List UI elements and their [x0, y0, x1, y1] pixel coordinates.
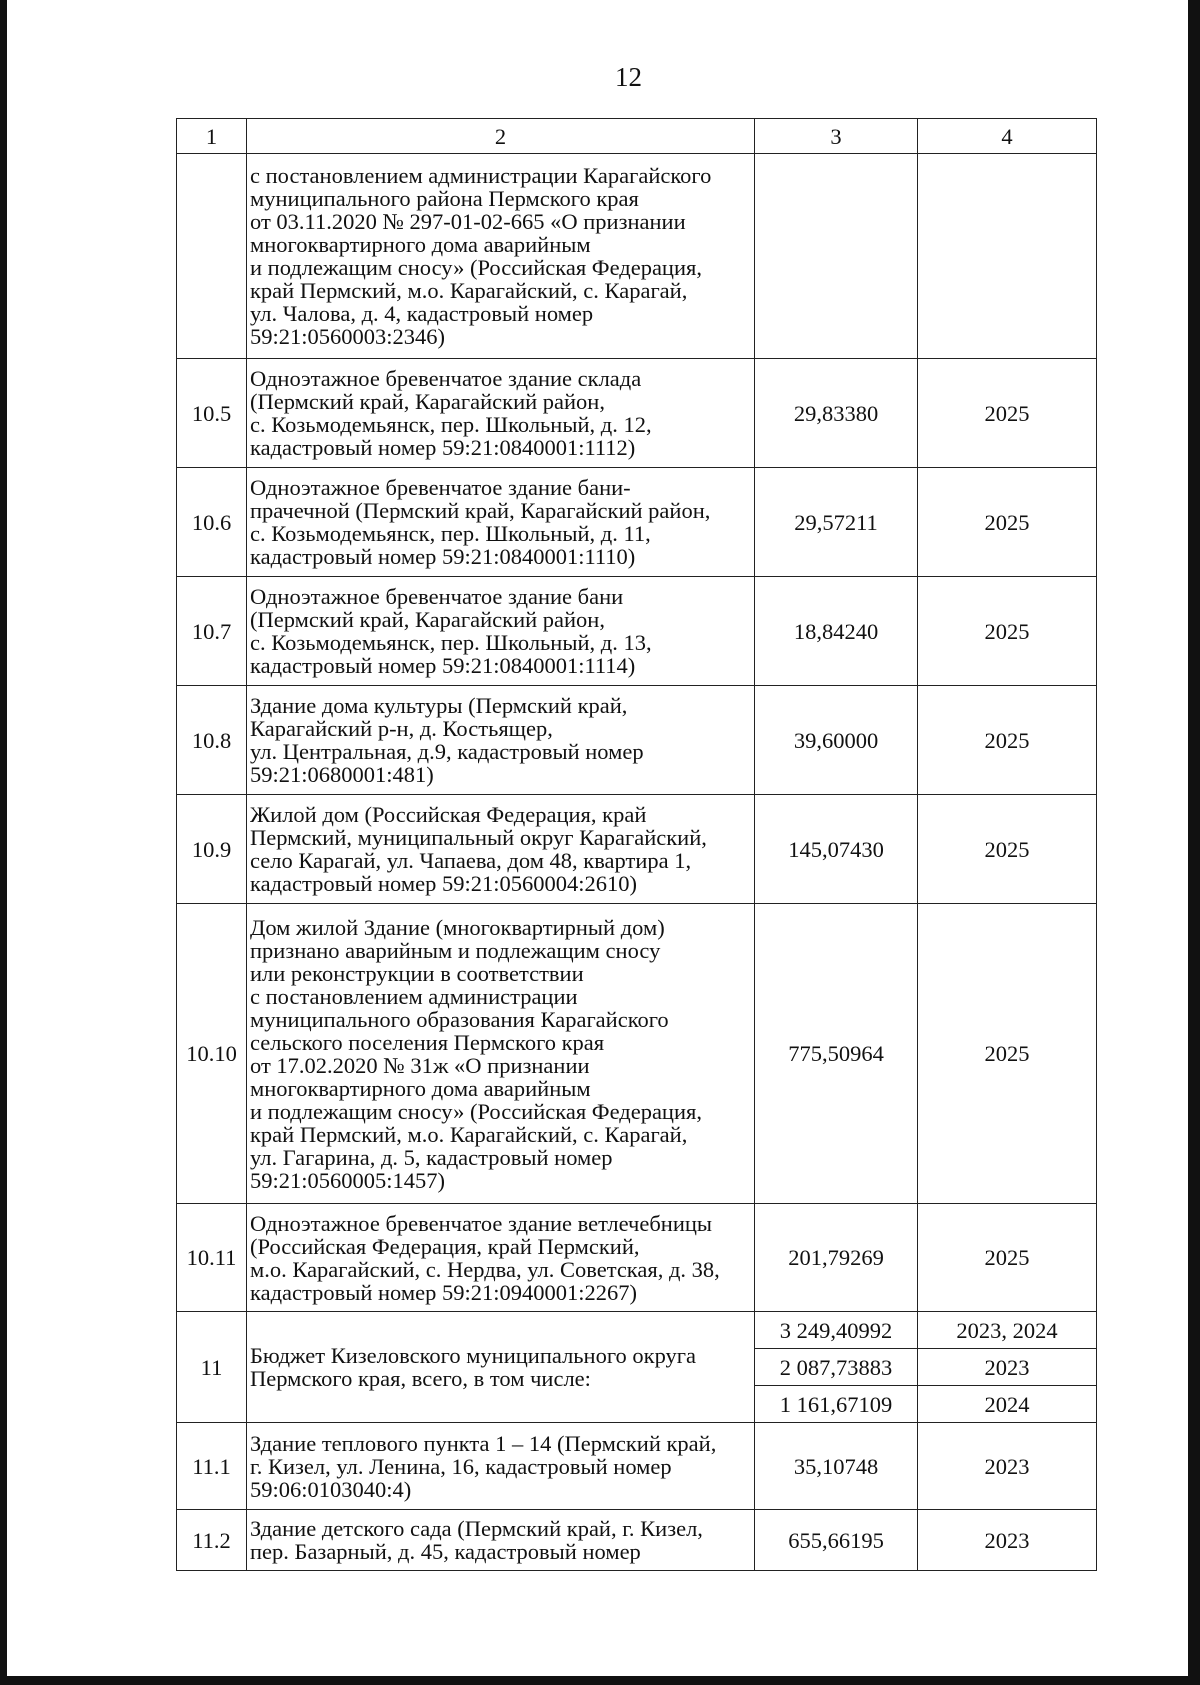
- table-row: [177, 1423, 1097, 1510]
- table-row: [177, 1510, 1097, 1571]
- row-amount: [755, 154, 918, 359]
- row-description: Одноэтажное бревенчатое здание бани (Пермский край, Карагайский район, с. Козьмодемьянск, пер. Школьный, д. 13, кадастровый номер 59:21:0840001:1114): [247, 577, 755, 686]
- row-amount: 775,50964: [755, 904, 918, 1204]
- row-number: 10.5: [177, 359, 247, 468]
- page-number: 12: [615, 62, 642, 92]
- header-col-1: 1: [177, 119, 247, 154]
- row-year: 2025: [918, 359, 1097, 468]
- row-amount: 29,83380: [755, 359, 918, 468]
- row-number: 10.11: [177, 1204, 247, 1312]
- row-description: Здание детского сада (Пермский край, г. Кизел, пер. Базарный, д. 45, кадастровый номер: [247, 1510, 755, 1571]
- row-number: 11.1: [177, 1423, 247, 1510]
- row-description: Здание дома культуры (Пермский край, Карагайский р-н, д. Костьящер, ул. Центральная, д.9, кадастровый номер 59:21:0680001:481): [247, 686, 755, 795]
- row-amount: 145,07430: [755, 795, 918, 904]
- row-amount: 39,60000: [755, 686, 918, 795]
- budget-amount-2024: 1 161,67109: [755, 1386, 918, 1423]
- row-amount: 18,84240: [755, 577, 918, 686]
- table-header-row: [177, 119, 1097, 154]
- table-row: [177, 686, 1097, 795]
- budget-row: [177, 1312, 1097, 1349]
- row-number: 11.2: [177, 1510, 247, 1571]
- row-description: Здание теплового пункта 1 – 14 (Пермский край, г. Кизел, ул. Ленина, 16, кадастровый номер 59:06:0103040:4): [247, 1423, 755, 1510]
- budget-year-2023: 2023: [918, 1349, 1097, 1386]
- row-amount: 35,10748: [755, 1423, 918, 1510]
- table-row: [177, 1204, 1097, 1312]
- row-number: 10.7: [177, 577, 247, 686]
- row-year: 2023: [918, 1510, 1097, 1571]
- header-col-3: 3: [755, 119, 918, 154]
- header-col-4: 4: [918, 119, 1097, 154]
- table-row: [177, 904, 1097, 1204]
- row-year: 2025: [918, 577, 1097, 686]
- scan-edge-right: [1188, 0, 1200, 1685]
- row-year: 2025: [918, 795, 1097, 904]
- scan-edge-bottom: [0, 1676, 1200, 1685]
- row-number: [177, 154, 247, 359]
- row-number: 10.10: [177, 904, 247, 1204]
- scan-edge-left: [0, 0, 7, 1685]
- row-amount: 655,66195: [755, 1510, 918, 1571]
- row-year: 2025: [918, 904, 1097, 1204]
- row-description: Одноэтажное бревенчатое здание склада (Пермский край, Карагайский район, с. Козьмодемьянск, пер. Школьный, д. 12, кадастровый номер 59:21:0840001:1112): [247, 359, 755, 468]
- row-amount: 29,57211: [755, 468, 918, 577]
- table-row: [177, 577, 1097, 686]
- row-description: с постановлением администрации Карагайского муниципального района Пермского края от 03.11.2020 № 297-01-02-665 «О признании многоквартирного дома аварийным и подлежащим сносу» (Российская Федерация, край Пермский, м.о. Карагайский, с. Карагай, ул. Чалова, д. 4, кадастровый номер 59:21:0560003:2346): [247, 154, 755, 359]
- row-year: 2025: [918, 468, 1097, 577]
- row-description: Жилой дом (Российская Федерация, край Пермский, муниципальный округ Карагайский, село Карагай, ул. Чапаева, дом 48, квартира 1, кадастровый номер 59:21:0560004:2610): [247, 795, 755, 904]
- row-year: 2023: [918, 1423, 1097, 1510]
- budget-row-description: Бюджет Кизеловского муниципального округа Пермского края, всего, в том числе:: [247, 1312, 755, 1423]
- table-row: [177, 468, 1097, 577]
- row-description: Одноэтажное бревенчатое здание бани- прачечной (Пермский край, Карагайский район, с. Козьмодемьянск, пер. Школьный, д. 11, кадастровый номер 59:21:0840001:1110): [247, 468, 755, 577]
- table-row: [177, 359, 1097, 468]
- row-amount: 201,79269: [755, 1204, 918, 1312]
- budget-row-number: 11: [177, 1312, 247, 1423]
- row-number: 10.6: [177, 468, 247, 577]
- row-description: Дом жилой Здание (многоквартирный дом) признано аварийным и подлежащим сносу или реконструкции в соответствии с постановлением администрации муниципального образования Карагайского сельского поселения Пермского края от 17.02.2020 № 31ж «О признании многоквартирного дома аварийным и подлежащим сносу» (Российская Федерация, край Пермский, м.о. Карагайский, с. Карагай, ул. Гагарина, д. 5, кадастровый номер 59:21:0560005:1457): [247, 904, 755, 1204]
- row-number: 10.8: [177, 686, 247, 795]
- row-year: [918, 154, 1097, 359]
- budget-year-total: 2023, 2024: [918, 1312, 1097, 1349]
- header-col-2: 2: [247, 119, 755, 154]
- row-year: 2025: [918, 1204, 1097, 1312]
- data-table: [176, 118, 1097, 1571]
- budget-year-2024: 2024: [918, 1386, 1097, 1423]
- budget-amount-2023: 2 087,73883: [755, 1349, 918, 1386]
- budget-amount-total: 3 249,40992: [755, 1312, 918, 1349]
- row-description: Одноэтажное бревенчатое здание ветлечебницы (Российская Федерация, край Пермский, м.о. Карагайский, с. Нердва, ул. Советская, д. 38, кадастровый номер 59:21:0940001:2267): [247, 1204, 755, 1312]
- table-row: [177, 795, 1097, 904]
- row-number: 10.9: [177, 795, 247, 904]
- row-year: 2025: [918, 686, 1097, 795]
- table-row: [177, 154, 1097, 359]
